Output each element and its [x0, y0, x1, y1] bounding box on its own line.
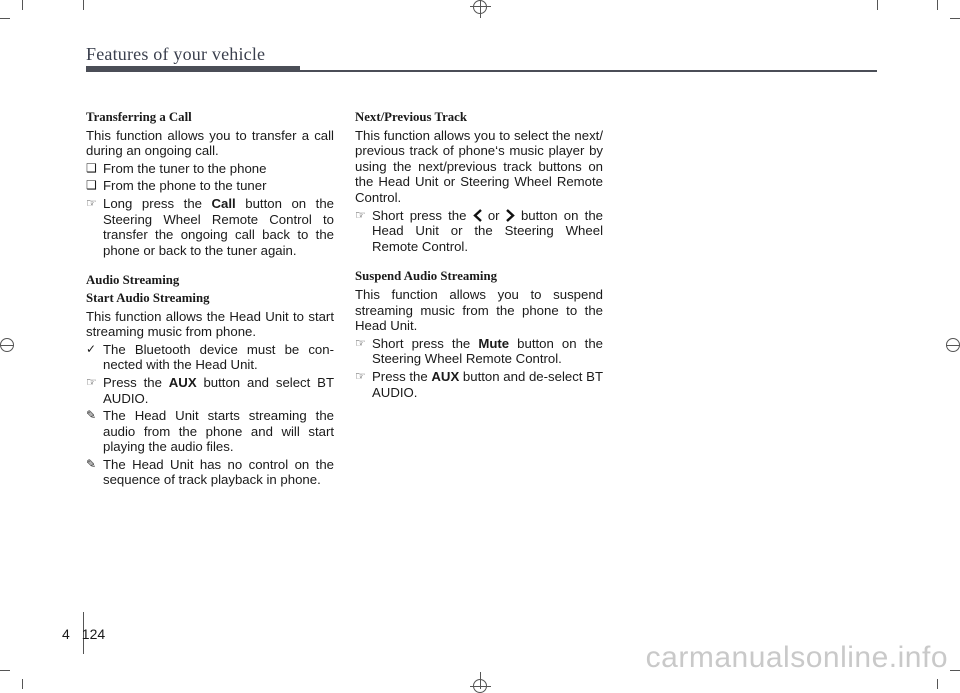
crop-mark-bl-h	[0, 670, 10, 671]
list-item	[355, 336, 603, 367]
suspend-mute-item: Short press the Mute button on the Steering Wheel Remote Control.	[372, 335, 603, 367]
crop-mark-tr-v	[937, 0, 938, 10]
list-item	[86, 342, 334, 373]
checkbox-square-icon: ❑	[86, 178, 97, 193]
crop-mark-tl-v	[22, 0, 23, 10]
transfer-item-2: From the phone to the tuner	[103, 178, 267, 194]
heading-next-previous-track: Next/Previous Track	[355, 110, 467, 124]
audio-note-2: The Head Unit has no control on the sequence of track playback in phone.	[103, 456, 334, 488]
subheading-start-audio-streaming: Start Audio Streaming	[86, 290, 210, 305]
list-item	[86, 375, 334, 406]
list-item	[86, 161, 334, 177]
crop-mark-tl-v2	[83, 0, 84, 10]
list-item	[86, 457, 334, 488]
pencil-note-icon: ✎	[86, 456, 97, 471]
right-column	[355, 110, 603, 402]
transfer-item-3: Long press the Call button on the Steering Wheel Remote Control to transfer the ongoing call back to the phone or back to the tuner again.	[103, 195, 334, 258]
call-button-label: Call	[211, 195, 236, 211]
heading-suspend-audio-streaming: Suspend Audio Streaming	[355, 269, 498, 284]
list-item	[86, 178, 334, 194]
page-number	[62, 626, 105, 642]
check-icon: ✓	[86, 341, 97, 356]
pointing-finger-icon: ☞	[86, 195, 97, 210]
header-rule-thin	[300, 70, 877, 72]
chevron-left-icon	[473, 209, 482, 222]
mute-button-label: Mute	[478, 335, 510, 351]
chevron-right-icon	[506, 209, 515, 222]
aux-button-label: AUX	[168, 374, 197, 390]
watermark: carmanualsonline.info	[645, 641, 948, 674]
reg-mark-bottom-circle	[473, 679, 487, 693]
checkbox-square-icon: ❑	[86, 160, 97, 175]
suspend-aux-item: Press the AUX button and de-select BT AUDIO.	[372, 368, 603, 400]
track-short-press-item: Short press the or button on the Head Unit or the Steering Wheel Remote Control.	[372, 207, 603, 254]
list-item	[86, 196, 334, 258]
audio-intro: This function allows the Head Unit to start streaming music from phone.	[86, 308, 334, 340]
pencil-note-icon: ✎	[86, 408, 97, 423]
header-rule-thick	[86, 66, 300, 72]
list-item	[86, 408, 334, 455]
list-item	[355, 369, 603, 400]
crop-mark-tr-v2	[877, 0, 878, 10]
pointing-finger-icon: ☞	[355, 207, 366, 222]
crop-mark-tr-h	[950, 18, 960, 19]
crop-mark-br-h	[950, 670, 960, 671]
reg-mark-left-circle	[0, 338, 14, 352]
crop-mark-tl-h	[0, 18, 10, 19]
page-header-title: Features of your vehicle	[86, 44, 266, 64]
page-number-value: 124	[81, 626, 106, 642]
pointing-finger-icon: ☞	[355, 335, 366, 350]
track-intro: This function allows you to select the next/ previous track of phone‘s music player by using the next/previous track buttons on the Head Unit or Steering Wheel Remote Control.	[355, 127, 603, 205]
audio-check-item: The Bluetooth device must be con- nected with the Head Unit.	[103, 341, 334, 373]
left-column	[86, 110, 334, 490]
audio-note-1: The Head Unit starts streaming the audio from the phone and will start playing the audio files.	[103, 408, 334, 455]
pointing-finger-icon: ☞	[355, 368, 366, 383]
list-item	[355, 208, 603, 255]
transfer-intro: This function allows you to transfer a call during an ongoing call.	[86, 127, 334, 159]
heading-transferring-call: Transferring a Call	[86, 110, 192, 124]
crop-mark-bl-v	[22, 679, 23, 689]
audio-press-item: Press the AUX button and select BT AUDIO.	[103, 374, 335, 406]
reg-mark-right-circle	[946, 338, 960, 352]
pointing-finger-icon: ☞	[86, 374, 97, 389]
transfer-item-1: From the tuner to the phone	[103, 160, 267, 176]
reg-mark-top-circle	[473, 0, 487, 14]
suspend-intro: This function allows you to suspend streaming music from the phone to the Head Unit.	[355, 286, 603, 334]
crop-mark-br-v	[937, 679, 938, 689]
aux-button-label: AUX	[431, 368, 460, 384]
heading-audio-streaming: Audio Streaming	[86, 273, 180, 288]
section-number: 4	[62, 626, 70, 642]
